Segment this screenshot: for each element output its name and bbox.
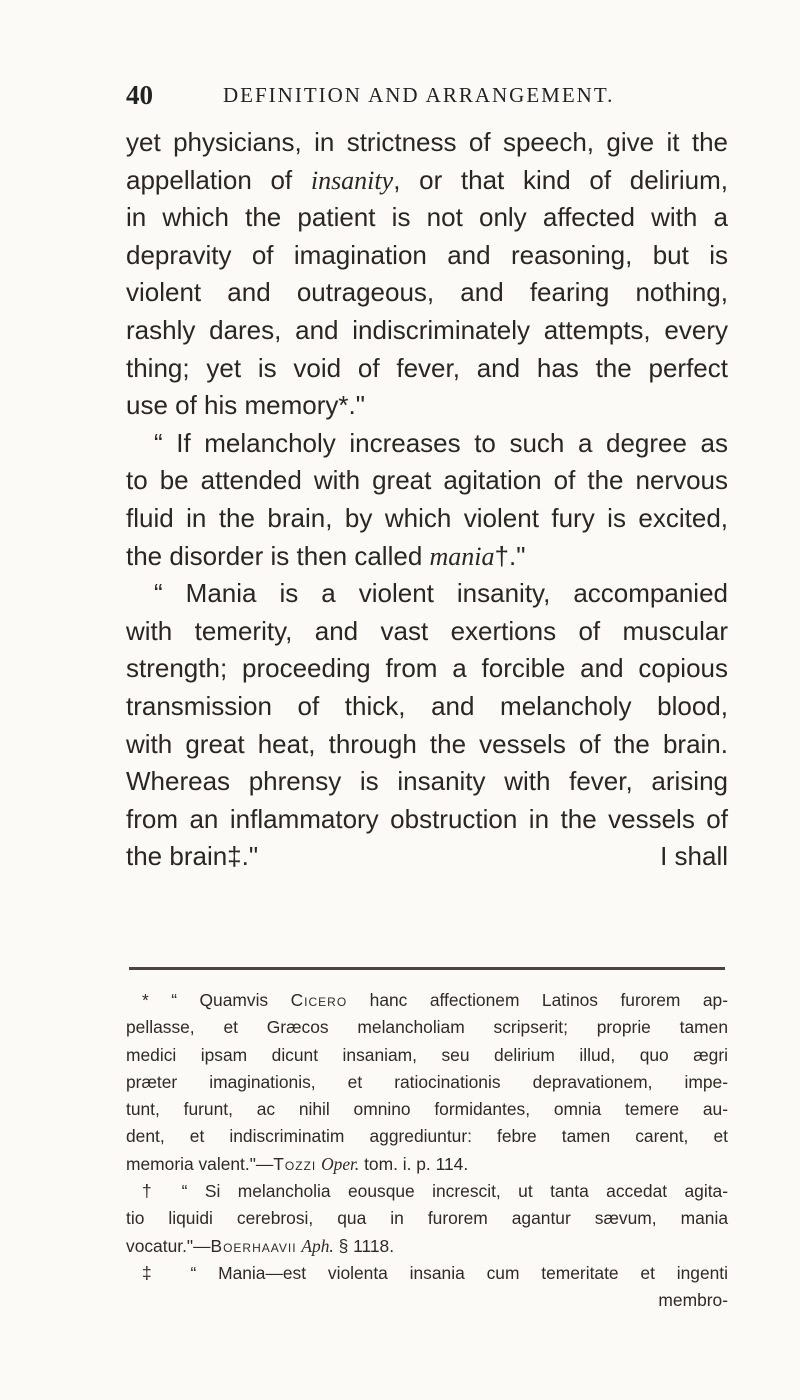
footnote-rule xyxy=(129,967,725,970)
text-line: strength; proceeding from a forcible and copious xyxy=(126,653,728,684)
text-line: “ Mania is a violent insanity, accompanied xyxy=(154,578,728,609)
text-line: fluid in the brain, by which violent fury is excited, xyxy=(126,502,728,533)
work-title: Aph. xyxy=(301,1235,334,1256)
text-line: from an inflammatory obstruction in the vessels of xyxy=(126,803,728,834)
text-line: transmission of thick, and melancholy blood, xyxy=(126,690,728,721)
text-span: tom. i. p. 114. xyxy=(359,1153,469,1174)
work-title: Oper. xyxy=(321,1153,360,1174)
author-name: Tozzi xyxy=(273,1153,317,1174)
text-span: , or that kind of delirium, xyxy=(393,164,728,195)
text-span: appellation of xyxy=(126,164,311,195)
text-line: to be attended with great agitation of the nervous xyxy=(126,465,728,496)
text-span: I shall xyxy=(660,841,728,872)
text-line: rashly dares, and indiscriminately attempts, every xyxy=(126,314,728,345)
author-name: Cicero xyxy=(290,990,348,1010)
footnote-line: tunt, furunt, ac nihil omnino formidantes, omnia temere au- xyxy=(126,1099,728,1120)
text-line: in which the patient is not only affected with a xyxy=(126,202,728,233)
footnote-line: tio liquidi cerebrosi, qua in furorem agantur sævum, mania xyxy=(126,1208,728,1229)
author-name: Boerhaavii xyxy=(210,1235,297,1256)
footnote-line xyxy=(126,987,728,1014)
text-span: hanc affectionem Latinos furorem ap- xyxy=(347,990,728,1010)
text-line: with temerity, and vast exertions of muscular xyxy=(126,615,728,646)
page-number: 40 xyxy=(126,80,153,110)
text-line: violent and outrageous, and fearing nothing, xyxy=(126,277,728,308)
italic-term-insanity: insanity xyxy=(310,165,394,195)
text-line: thing; yet is void of fever, and has the perfect xyxy=(126,352,728,383)
footnote-line: pellasse, et Græcos melancholiam scripserit; proprie tamen xyxy=(126,1017,728,1038)
text-span: †." xyxy=(494,540,526,571)
text-line: “ If melancholy increases to such a degree as xyxy=(154,427,728,458)
text-span: the brain‡." xyxy=(126,841,259,872)
text-span: vocatur."— xyxy=(126,1235,211,1256)
text-line: Whereas phrensy is insanity with fever, arising xyxy=(126,766,728,797)
running-head-title: DEFINITION AND ARRANGEMENT. xyxy=(223,83,615,107)
text-span: § 1118. xyxy=(333,1235,395,1256)
italic-term-mania: mania xyxy=(429,541,495,571)
text-line xyxy=(126,538,728,576)
footnote-line xyxy=(126,1151,728,1178)
footnote-line: dent, et indiscriminatim aggrediuntur: febre tamen carent, et xyxy=(126,1126,728,1147)
footnote-line: ‡ “ Mania—est violenta insania cum temeritate et ingenti xyxy=(142,1262,728,1283)
footnotes xyxy=(126,987,728,1315)
catchword: membro- xyxy=(658,1290,728,1311)
text-line: depravity of imagination and reasoning, but is xyxy=(126,239,728,270)
footnote-line xyxy=(126,1233,728,1260)
text-line: use of his memory*." xyxy=(126,390,365,421)
text-line: yet physicians, in strictness of speech, give it the xyxy=(126,127,728,157)
text-line xyxy=(126,162,728,200)
footnote-line: † “ Si melancholia eousque increscit, ut tanta accedat agita- xyxy=(142,1181,728,1202)
text-line: with great heat, through the vessels of the brain. xyxy=(126,728,728,759)
body-text xyxy=(126,124,728,876)
text-span: the disorder is then called xyxy=(126,540,430,571)
footnote-line: medici ipsam dicunt insaniam, seu delirium illud, quo ægri xyxy=(126,1044,728,1065)
text-span: * “ Quamvis xyxy=(142,990,291,1010)
running-head xyxy=(126,80,726,116)
footnote-line: præter imaginationis, et ratiocinationis depravationem, impe- xyxy=(126,1071,728,1092)
text-span: memoria valent."— xyxy=(126,1153,274,1174)
text-line xyxy=(126,838,728,876)
